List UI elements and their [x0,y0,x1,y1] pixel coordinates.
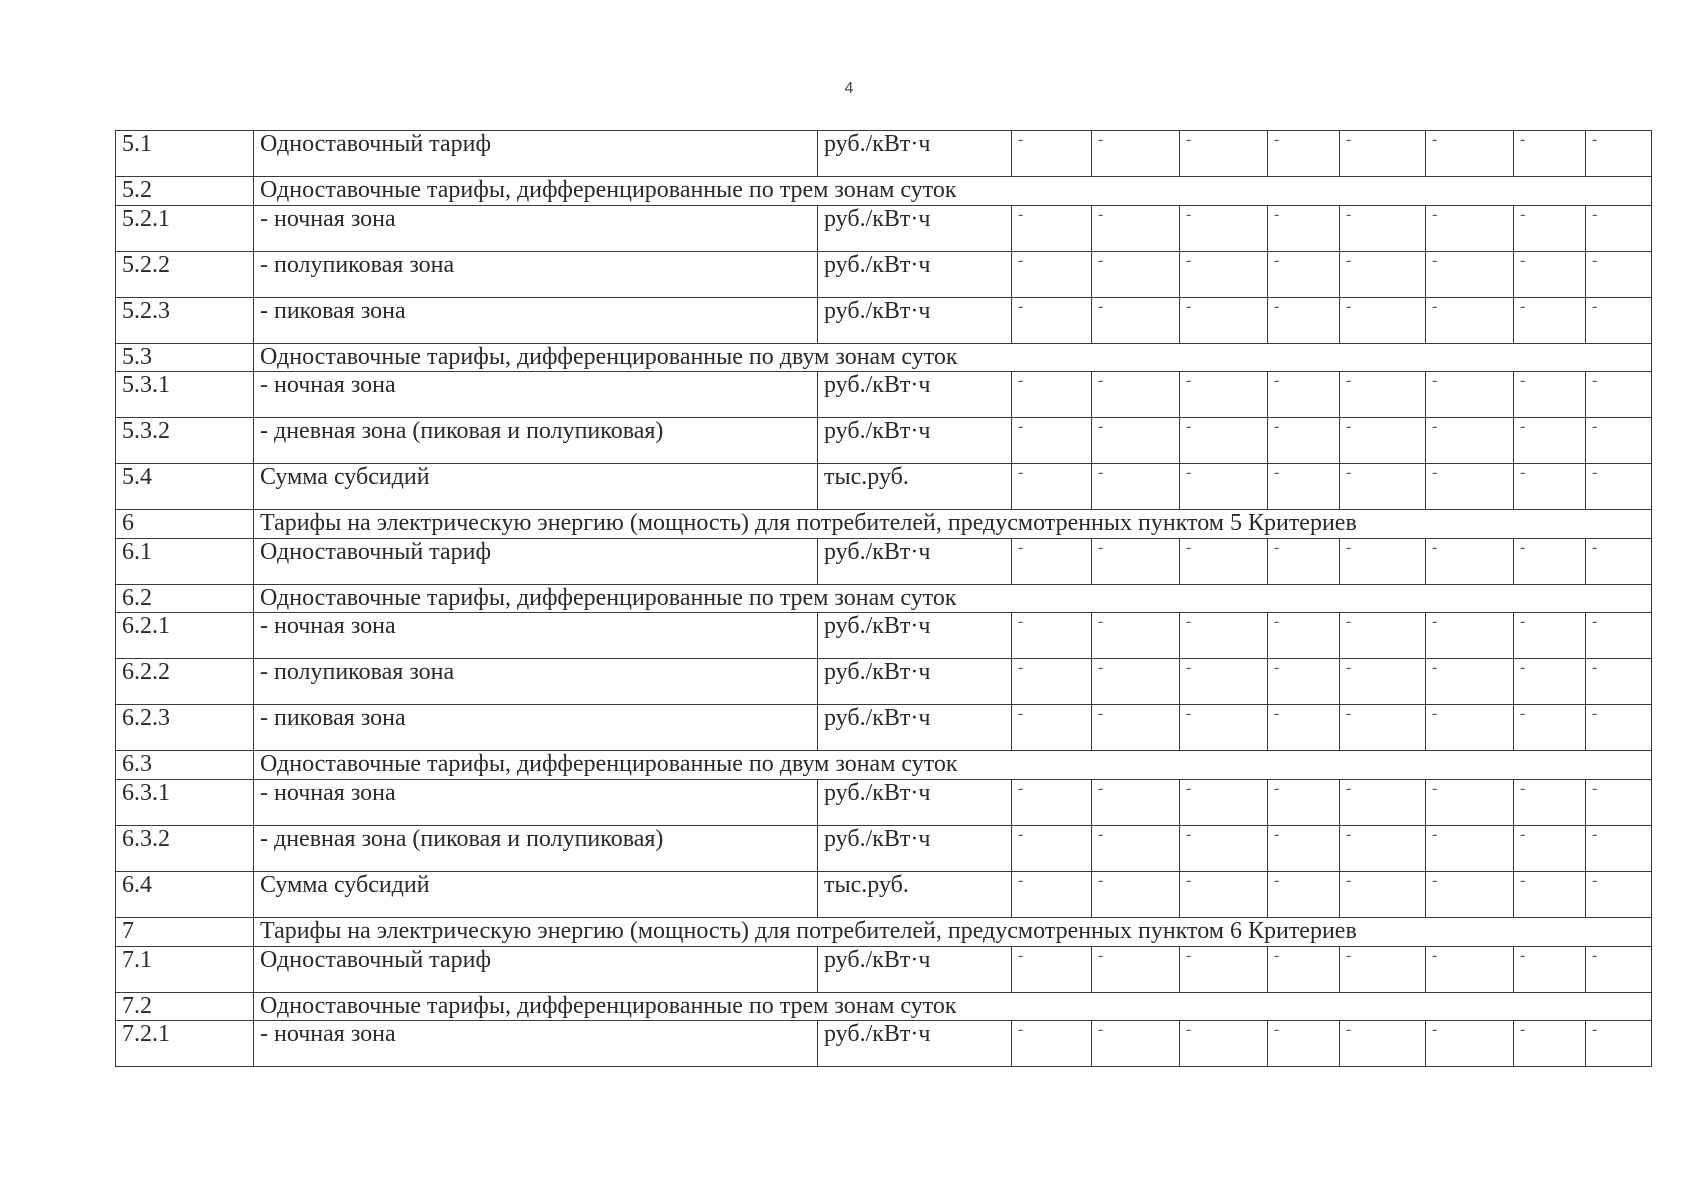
value-cell: - [1340,251,1426,297]
value-cell: - [1340,705,1426,751]
row-number: 5.2.1 [116,205,254,251]
row-number: 6.3.1 [116,779,254,825]
table-row [116,418,1652,464]
section-heading: Одноставочные тарифы, дифференцированные по двум зонам суток [254,343,1652,372]
value-cell: - [1514,779,1586,825]
value-cell: - [1012,538,1092,584]
value-cell: - [1268,251,1340,297]
value-cell: - [1586,131,1652,177]
row-number: 5.2.2 [116,251,254,297]
value-cell: - [1012,705,1092,751]
value-cell: - [1426,1021,1514,1067]
value-cell: - [1012,613,1092,659]
value-cell: - [1514,613,1586,659]
value-cell: - [1340,779,1426,825]
value-cell: - [1340,613,1426,659]
table-row [116,251,1652,297]
row-unit: руб./кВт·ч [818,251,1012,297]
section-row [116,343,1652,372]
section-heading: Тарифы на электрическую энергию (мощность) для потребителей, предусмотренных пунктом 6 Критериев [254,917,1652,946]
row-number: 5.3.1 [116,372,254,418]
value-cell: - [1514,871,1586,917]
value-cell: - [1180,372,1268,418]
value-cell: - [1514,659,1586,705]
value-cell: - [1340,538,1426,584]
value-cell: - [1586,1021,1652,1067]
row-label: - ночная зона [254,205,818,251]
tariff-table [115,130,1652,1067]
value-cell: - [1514,538,1586,584]
value-cell: - [1012,779,1092,825]
row-number: 6.1 [116,538,254,584]
value-cell: - [1340,464,1426,510]
value-cell: - [1012,871,1092,917]
row-label: - дневная зона (пиковая и полупиковая) [254,825,818,871]
value-cell: - [1340,131,1426,177]
section-row [116,177,1652,206]
value-cell: - [1514,418,1586,464]
value-cell: - [1514,825,1586,871]
value-cell: - [1012,946,1092,992]
value-cell: - [1340,946,1426,992]
value-cell: - [1268,205,1340,251]
row-label: - ночная зона [254,779,818,825]
value-cell: - [1514,705,1586,751]
section-row [116,751,1652,780]
row-number: 5.4 [116,464,254,510]
value-cell: - [1180,538,1268,584]
value-cell: - [1180,825,1268,871]
value-cell: - [1012,1021,1092,1067]
row-unit: руб./кВт·ч [818,946,1012,992]
row-unit: тыс.руб. [818,871,1012,917]
section-row [116,917,1652,946]
value-cell: - [1092,946,1180,992]
value-cell: - [1268,613,1340,659]
value-cell: - [1268,538,1340,584]
row-number: 5.3.2 [116,418,254,464]
value-cell: - [1514,205,1586,251]
value-cell: - [1268,871,1340,917]
row-unit: руб./кВт·ч [818,297,1012,343]
row-unit: руб./кВт·ч [818,538,1012,584]
row-unit: руб./кВт·ч [818,659,1012,705]
row-label: - ночная зона [254,1021,818,1067]
value-cell: - [1586,613,1652,659]
value-cell: - [1092,418,1180,464]
value-cell: - [1012,251,1092,297]
value-cell: - [1092,1021,1180,1067]
value-cell: - [1426,779,1514,825]
row-number: 7.2 [116,992,254,1021]
value-cell: - [1092,825,1180,871]
value-cell: - [1426,418,1514,464]
value-cell: - [1180,205,1268,251]
value-cell: - [1180,659,1268,705]
value-cell: - [1268,946,1340,992]
table-row [116,538,1652,584]
row-unit: руб./кВт·ч [818,613,1012,659]
value-cell: - [1514,1021,1586,1067]
row-label: - пиковая зона [254,705,818,751]
row-label: Одноставочный тариф [254,131,818,177]
table-row [116,464,1652,510]
value-cell: - [1092,251,1180,297]
row-unit: руб./кВт·ч [818,131,1012,177]
row-number: 6.3.2 [116,825,254,871]
value-cell: - [1268,418,1340,464]
row-unit: руб./кВт·ч [818,418,1012,464]
value-cell: - [1092,205,1180,251]
value-cell: - [1426,131,1514,177]
table-row [116,372,1652,418]
value-cell: - [1180,251,1268,297]
value-cell: - [1012,205,1092,251]
value-cell: - [1426,613,1514,659]
section-heading: Одноставочные тарифы, дифференцированные по трем зонам суток [254,177,1652,206]
section-heading: Тарифы на электрическую энергию (мощность) для потребителей, предусмотренных пунктом 5 Критериев [254,510,1652,539]
value-cell: - [1180,779,1268,825]
value-cell: - [1180,705,1268,751]
table-row [116,297,1652,343]
row-unit: руб./кВт·ч [818,825,1012,871]
row-label: - полупиковая зона [254,659,818,705]
row-number: 5.2 [116,177,254,206]
row-unit: руб./кВт·ч [818,205,1012,251]
value-cell: - [1426,871,1514,917]
table-row [116,871,1652,917]
value-cell: - [1268,464,1340,510]
value-cell: - [1586,705,1652,751]
table-row [116,1021,1652,1067]
value-cell: - [1586,297,1652,343]
value-cell: - [1268,1021,1340,1067]
row-label: Одноставочный тариф [254,538,818,584]
value-cell: - [1514,372,1586,418]
table-row [116,659,1652,705]
row-label: - ночная зона [254,372,818,418]
value-cell: - [1180,871,1268,917]
value-cell: - [1340,205,1426,251]
value-cell: - [1268,659,1340,705]
value-cell: - [1514,251,1586,297]
row-number: 6.2.2 [116,659,254,705]
value-cell: - [1268,825,1340,871]
value-cell: - [1586,659,1652,705]
row-number: 7.2.1 [116,1021,254,1067]
row-number: 6.4 [116,871,254,917]
value-cell: - [1514,464,1586,510]
value-cell: - [1426,659,1514,705]
row-label: Сумма субсидий [254,464,818,510]
value-cell: - [1340,825,1426,871]
table-row [116,825,1652,871]
row-unit: руб./кВт·ч [818,779,1012,825]
value-cell: - [1012,372,1092,418]
row-number: 6 [116,510,254,539]
value-cell: - [1180,464,1268,510]
value-cell: - [1340,871,1426,917]
value-cell: - [1514,946,1586,992]
row-number: 6.3 [116,751,254,780]
row-number: 7 [116,917,254,946]
row-unit: руб./кВт·ч [818,372,1012,418]
row-number: 6.2.3 [116,705,254,751]
value-cell: - [1426,705,1514,751]
value-cell: - [1340,418,1426,464]
section-row [116,992,1652,1021]
value-cell: - [1268,779,1340,825]
value-cell: - [1180,946,1268,992]
value-cell: - [1268,372,1340,418]
row-label: - ночная зона [254,613,818,659]
value-cell: - [1426,205,1514,251]
value-cell: - [1586,538,1652,584]
value-cell: - [1586,464,1652,510]
row-label: Сумма субсидий [254,871,818,917]
value-cell: - [1426,372,1514,418]
value-cell: - [1268,131,1340,177]
value-cell: - [1426,825,1514,871]
table-row [116,205,1652,251]
value-cell: - [1092,705,1180,751]
value-cell: - [1092,538,1180,584]
table-row [116,946,1652,992]
row-number: 6.2 [116,584,254,613]
value-cell: - [1586,779,1652,825]
page-number: 4 [844,80,854,97]
row-label: Одноставочный тариф [254,946,818,992]
section-heading: Одноставочные тарифы, дифференцированные по трем зонам суток [254,584,1652,613]
value-cell: - [1586,825,1652,871]
value-cell: - [1586,418,1652,464]
value-cell: - [1426,538,1514,584]
table-row [116,705,1652,751]
table-row [116,779,1652,825]
value-cell: - [1586,372,1652,418]
value-cell: - [1514,297,1586,343]
value-cell: - [1514,131,1586,177]
value-cell: - [1092,659,1180,705]
value-cell: - [1092,372,1180,418]
value-cell: - [1092,871,1180,917]
section-row [116,584,1652,613]
row-number: 7.1 [116,946,254,992]
value-cell: - [1268,297,1340,343]
value-cell: - [1426,251,1514,297]
value-cell: - [1012,418,1092,464]
value-cell: - [1012,297,1092,343]
value-cell: - [1426,464,1514,510]
value-cell: - [1340,659,1426,705]
section-heading: Одноставочные тарифы, дифференцированные по двум зонам суток [254,751,1652,780]
row-unit: руб./кВт·ч [818,705,1012,751]
value-cell: - [1180,418,1268,464]
value-cell: - [1092,131,1180,177]
row-label: - полупиковая зона [254,251,818,297]
value-cell: - [1012,131,1092,177]
value-cell: - [1340,297,1426,343]
value-cell: - [1012,464,1092,510]
row-unit: тыс.руб. [818,464,1012,510]
row-number: 5.1 [116,131,254,177]
value-cell: - [1340,1021,1426,1067]
value-cell: - [1586,205,1652,251]
table-row [116,613,1652,659]
value-cell: - [1092,779,1180,825]
value-cell: - [1012,825,1092,871]
value-cell: - [1426,946,1514,992]
value-cell: - [1586,946,1652,992]
value-cell: - [1092,297,1180,343]
table-body [116,131,1652,1067]
row-number: 5.3 [116,343,254,372]
value-cell: - [1268,705,1340,751]
value-cell: - [1180,297,1268,343]
value-cell: - [1586,251,1652,297]
row-label: - пиковая зона [254,297,818,343]
value-cell: - [1340,372,1426,418]
row-unit: руб./кВт·ч [818,1021,1012,1067]
value-cell: - [1092,464,1180,510]
section-heading: Одноставочные тарифы, дифференцированные по трем зонам суток [254,992,1652,1021]
row-number: 6.2.1 [116,613,254,659]
row-number: 5.2.3 [116,297,254,343]
value-cell: - [1180,131,1268,177]
value-cell: - [1180,1021,1268,1067]
value-cell: - [1012,659,1092,705]
value-cell: - [1426,297,1514,343]
section-row [116,510,1652,539]
table-row [116,131,1652,177]
value-cell: - [1586,871,1652,917]
value-cell: - [1180,613,1268,659]
value-cell: - [1092,613,1180,659]
row-label: - дневная зона (пиковая и полупиковая) [254,418,818,464]
